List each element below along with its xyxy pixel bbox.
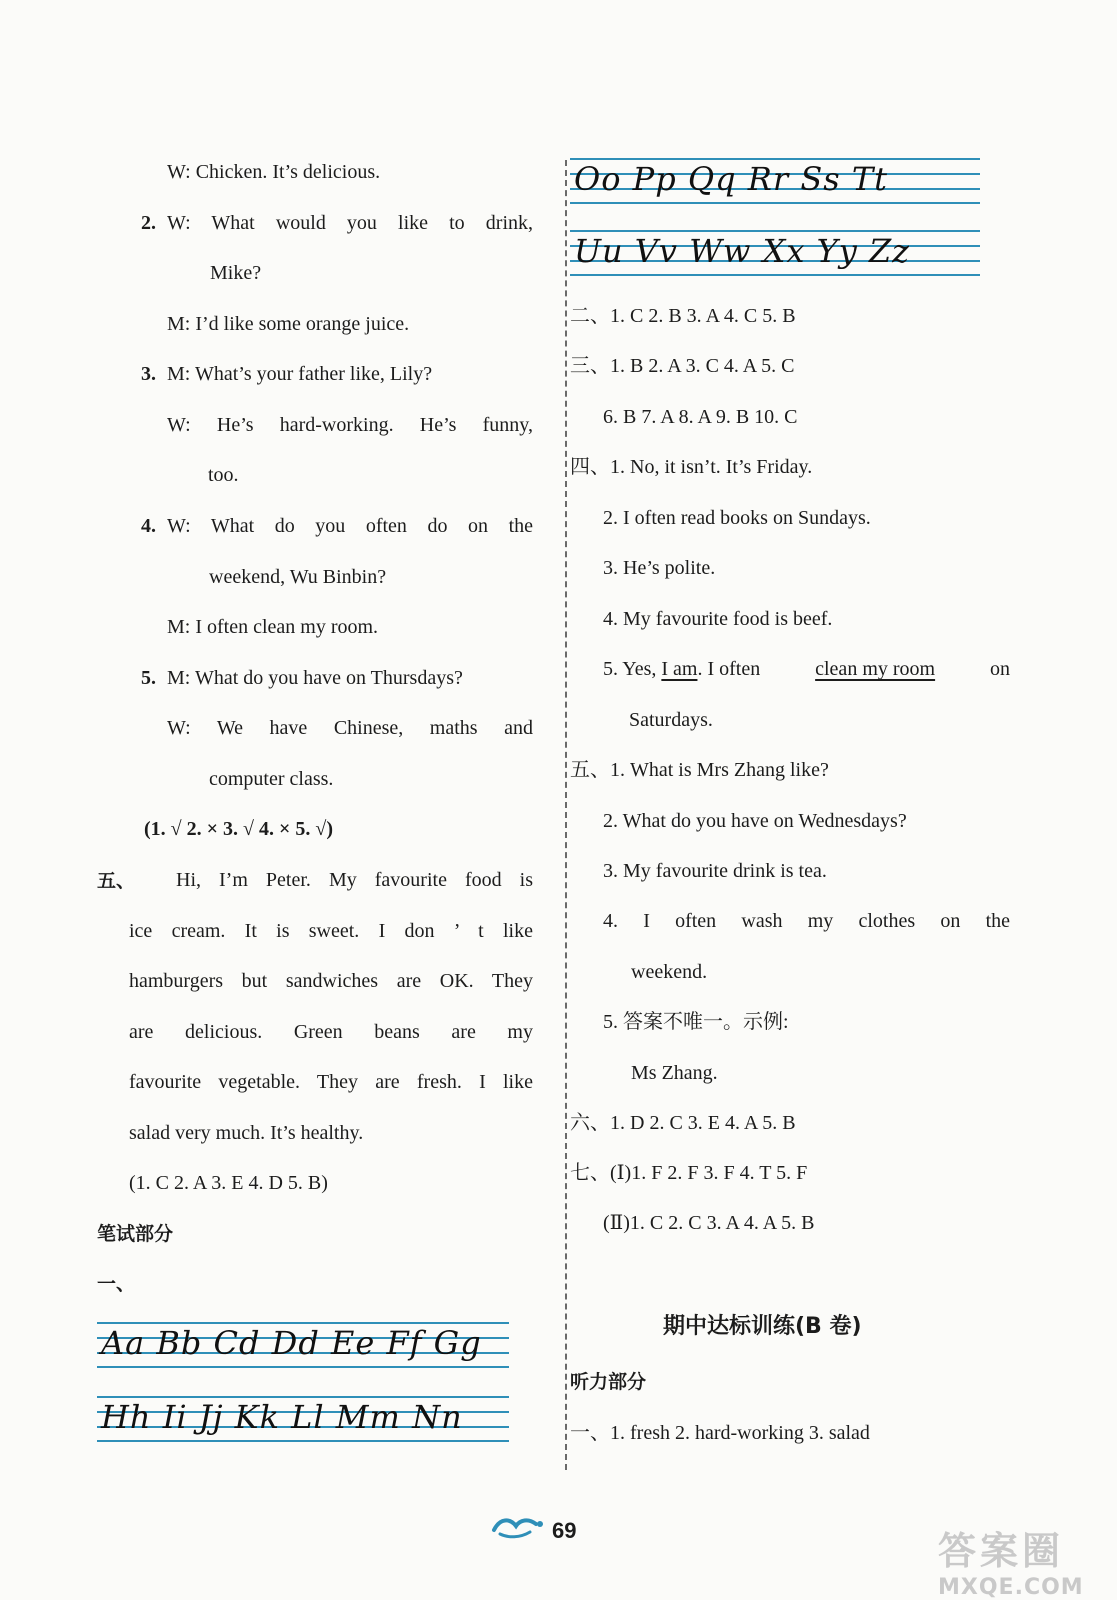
alphabet-letters: Hh Ii Jj Kk Ll Mm Nn — [101, 1398, 463, 1436]
alphabet-letters: Oo Pp Qq Rr Ss Tt — [574, 160, 889, 198]
passage-line: salad very much. It’s healthy. — [129, 1122, 364, 1144]
item-number: 5. — [141, 667, 156, 689]
dialog-line: M: What’s your father like, Lily? — [167, 363, 433, 385]
answer-line: Ms Zhang. — [631, 1062, 718, 1084]
answer-line: 七、(Ⅰ)1. F 2. F 3. F 4. T 5. F — [570, 1162, 808, 1184]
guide-rule — [97, 1366, 509, 1368]
dialog-line: computer class. — [209, 768, 334, 790]
dialog-line: M: What do you have on Thursdays? — [167, 667, 463, 689]
guide-rule — [97, 1440, 509, 1442]
dialog-line: too. — [208, 464, 239, 486]
section-title: 期中达标训练(B 卷) — [663, 1314, 862, 1339]
section-label: 一、 — [97, 1273, 136, 1295]
answer-line: 2. What do you have on Wednesdays? — [603, 810, 907, 832]
passage-line: ice cream. It is sweet. I don ’ t like — [129, 920, 533, 942]
guide-rule — [570, 202, 980, 204]
answer-suffix: on — [990, 658, 1010, 680]
answer-line: 3. He’s polite. — [603, 557, 716, 579]
watermark-url: MXQE.COM — [938, 1575, 1084, 1600]
section-label: 五、 — [97, 870, 136, 892]
passage-line: are delicious. Green beans are my — [129, 1021, 533, 1043]
passage-line: hamburgers but sandwiches are OK. They — [129, 970, 533, 992]
dialog-line: W: What do you often do on the — [167, 515, 533, 537]
answer-line: (1. C 2. A 3. E 4. D 5. B) — [129, 1172, 328, 1194]
answer-line: 一、1. fresh 2. hard-working 3. salad — [570, 1422, 870, 1444]
passage-line: Hi, I’m Peter. My favourite food is — [176, 869, 533, 891]
guide-rule — [570, 274, 980, 276]
answer-line: 6. B 7. A 8. A 9. B 10. C — [603, 406, 798, 428]
watermark-logo-text: 答案圈 — [938, 1529, 1065, 1573]
alphabet-band — [570, 230, 980, 276]
underlined-answer: I am — [661, 658, 698, 680]
dialog-line: Mike? — [210, 262, 262, 284]
dialog-line: M: I often clean my room. — [167, 616, 379, 638]
publisher-logo-icon — [490, 1512, 548, 1542]
column-divider — [565, 160, 567, 1470]
answer-line: 五、1. What is Mrs Zhang like? — [570, 759, 829, 781]
answer-line: 四、1. No, it isn’t. It’s Friday. — [570, 456, 813, 478]
dialog-line: W: We have Chinese, maths and — [167, 717, 533, 739]
site-watermark — [938, 1520, 1103, 1600]
answer-prefix: 5. Yes, — [603, 658, 657, 680]
dialog-line: W: He’s hard-working. He’s funny, — [167, 414, 533, 436]
section-heading: 笔试部分 — [97, 1223, 174, 1245]
item-number: 2. — [141, 212, 156, 234]
answer-line: 3. My favourite drink is tea. — [603, 860, 827, 882]
page-number: 69 — [552, 1518, 577, 1543]
answer-line: (Ⅱ)1. C 2. C 3. A 4. A 5. B — [603, 1212, 815, 1234]
alphabet-letters: Aa Bb Cd Dd Ee Ff Gg — [101, 1324, 482, 1362]
alphabet-band — [570, 158, 980, 204]
alphabet-letters: Uu Vv Ww Xx Yy Zz — [574, 232, 911, 270]
dialog-line: weekend, Wu Binbin? — [209, 566, 387, 588]
answer-line: 六、1. D 2. C 3. E 4. A 5. B — [570, 1112, 796, 1134]
underlined-answer: clean my room — [815, 658, 936, 680]
answer-line: (1. √ 2. × 3. √ 4. × 5. √) — [144, 818, 334, 840]
section-heading: 听力部分 — [570, 1371, 647, 1393]
answer-line: 5. 答案不唯一。示例: — [603, 1011, 789, 1033]
answer-line: 4. I often wash my clothes on the — [603, 910, 1010, 932]
alphabet-band — [97, 1396, 509, 1442]
answer-line: Saturdays. — [629, 709, 713, 731]
answer-line: 4. My favourite food is beef. — [603, 608, 833, 630]
answer-line: weekend. — [631, 961, 708, 983]
alphabet-band — [97, 1322, 509, 1368]
item-number: 4. — [141, 515, 156, 537]
answer-text — [603, 657, 760, 681]
dialog-line: W: What would you like to drink, — [167, 212, 533, 234]
answer-line: 2. I often read books on Sundays. — [603, 507, 871, 529]
answer-line — [603, 657, 1010, 681]
answer-line: 三、1. B 2. A 3. C 4. A 5. C — [570, 355, 795, 377]
passage-line: favourite vegetable. They are fresh. I like — [129, 1071, 533, 1093]
answer-middle: . I often — [697, 658, 761, 680]
dialog-line: M: I’d like some orange juice. — [167, 313, 410, 335]
dialog-line: W: Chicken. It’s delicious. — [167, 161, 381, 183]
item-number: 3. — [141, 363, 156, 385]
answer-line: 二、1. C 2. B 3. A 4. C 5. B — [570, 305, 796, 327]
